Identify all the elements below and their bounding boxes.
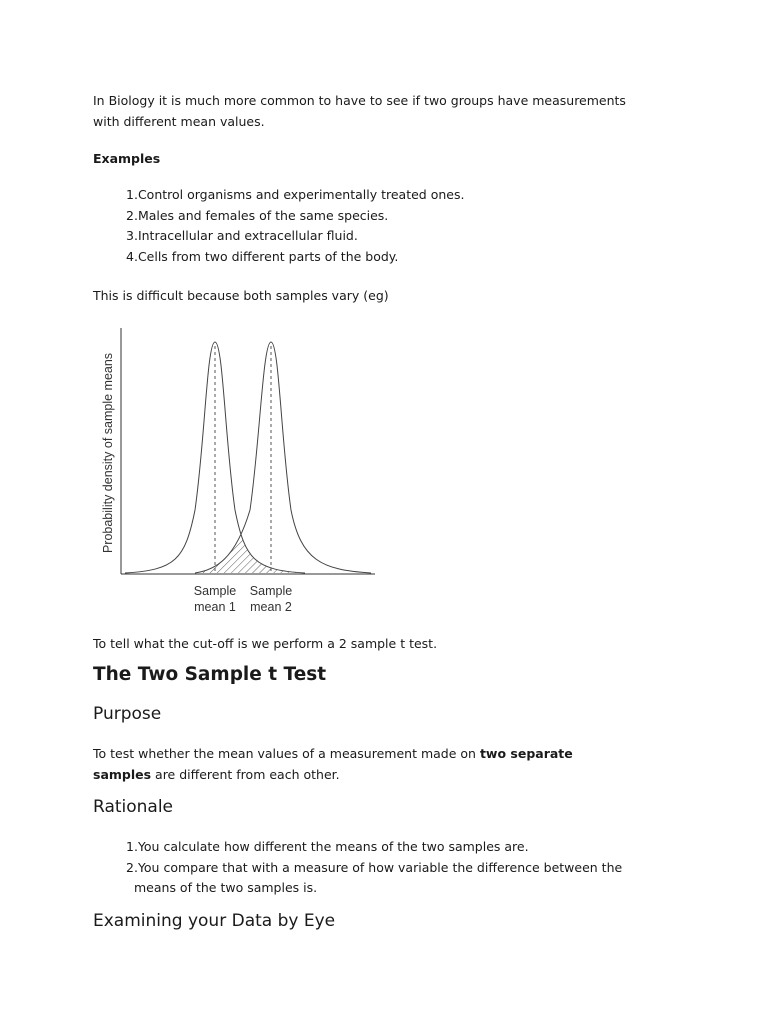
list-item-text: Intracellular and extracellular fluid. [137,228,358,243]
list-item [126,206,464,227]
list-item-continuation: means of the two samples is. [134,880,318,895]
list-item [126,837,622,858]
purpose-emphasis: two separate [479,746,573,761]
list-item-text: You compare that with a measure of how variable the difference between the [137,859,623,875]
purpose-heading: Purpose [93,704,162,724]
mean-2-label-line-2: mean 2 [250,600,292,614]
list-item [126,858,622,899]
list-item-text: Cells from two different parts of the body. [137,248,399,264]
rationale-heading: Rationale [93,797,174,817]
list-item-number: 4. [126,248,138,264]
mean-1-label-line-1: Sample [193,584,237,598]
examples-list [126,185,464,267]
purpose-paragraph [93,743,573,785]
mean-2-label-line-1: Sample [249,584,293,598]
list-item-number: 1. [126,839,138,854]
y-axis-label: Probability density of sample means [101,352,115,554]
rationale-list [126,837,622,899]
curve-sample-2 [195,342,371,573]
cutoff-text: To tell what the cut-off is we perform a 2 sample t test. [93,636,438,651]
list-item [126,247,464,268]
list-item-text: Control organisms and experimentally treated ones. [137,187,465,202]
intro-paragraph [93,90,626,132]
list-item-text: Males and females of the same species. [137,207,389,223]
list-item [126,226,464,247]
difficult-text: This is difficult because both samples vary (eg) [93,288,389,303]
list-item-text: You calculate how different the means of the two samples are. [137,839,529,854]
section-title: The Two Sample t Test [93,664,327,685]
list-item-number: 1. [126,187,138,202]
list-item-number: 2. [126,207,138,223]
list-item-number: 3. [126,228,138,243]
intro-line-2: with different mean values. [93,114,265,129]
purpose-text: are different from each other. [151,767,340,782]
list-item-number: 2. [126,859,138,875]
purpose-emphasis: samples [93,767,152,782]
list-item [126,185,464,206]
examples-heading: Examples [93,151,161,166]
examining-heading: Examining your Data by Eye [93,911,336,931]
intro-line-1: In Biology it is much more common to have to see if two groups have measurements [93,93,626,108]
overlap-shaded-area [195,342,371,573]
distribution-figure [95,320,385,620]
mean-1-label-line-2: mean 1 [194,600,236,614]
purpose-text: To test whether the mean values of a measurement made on [93,746,480,761]
